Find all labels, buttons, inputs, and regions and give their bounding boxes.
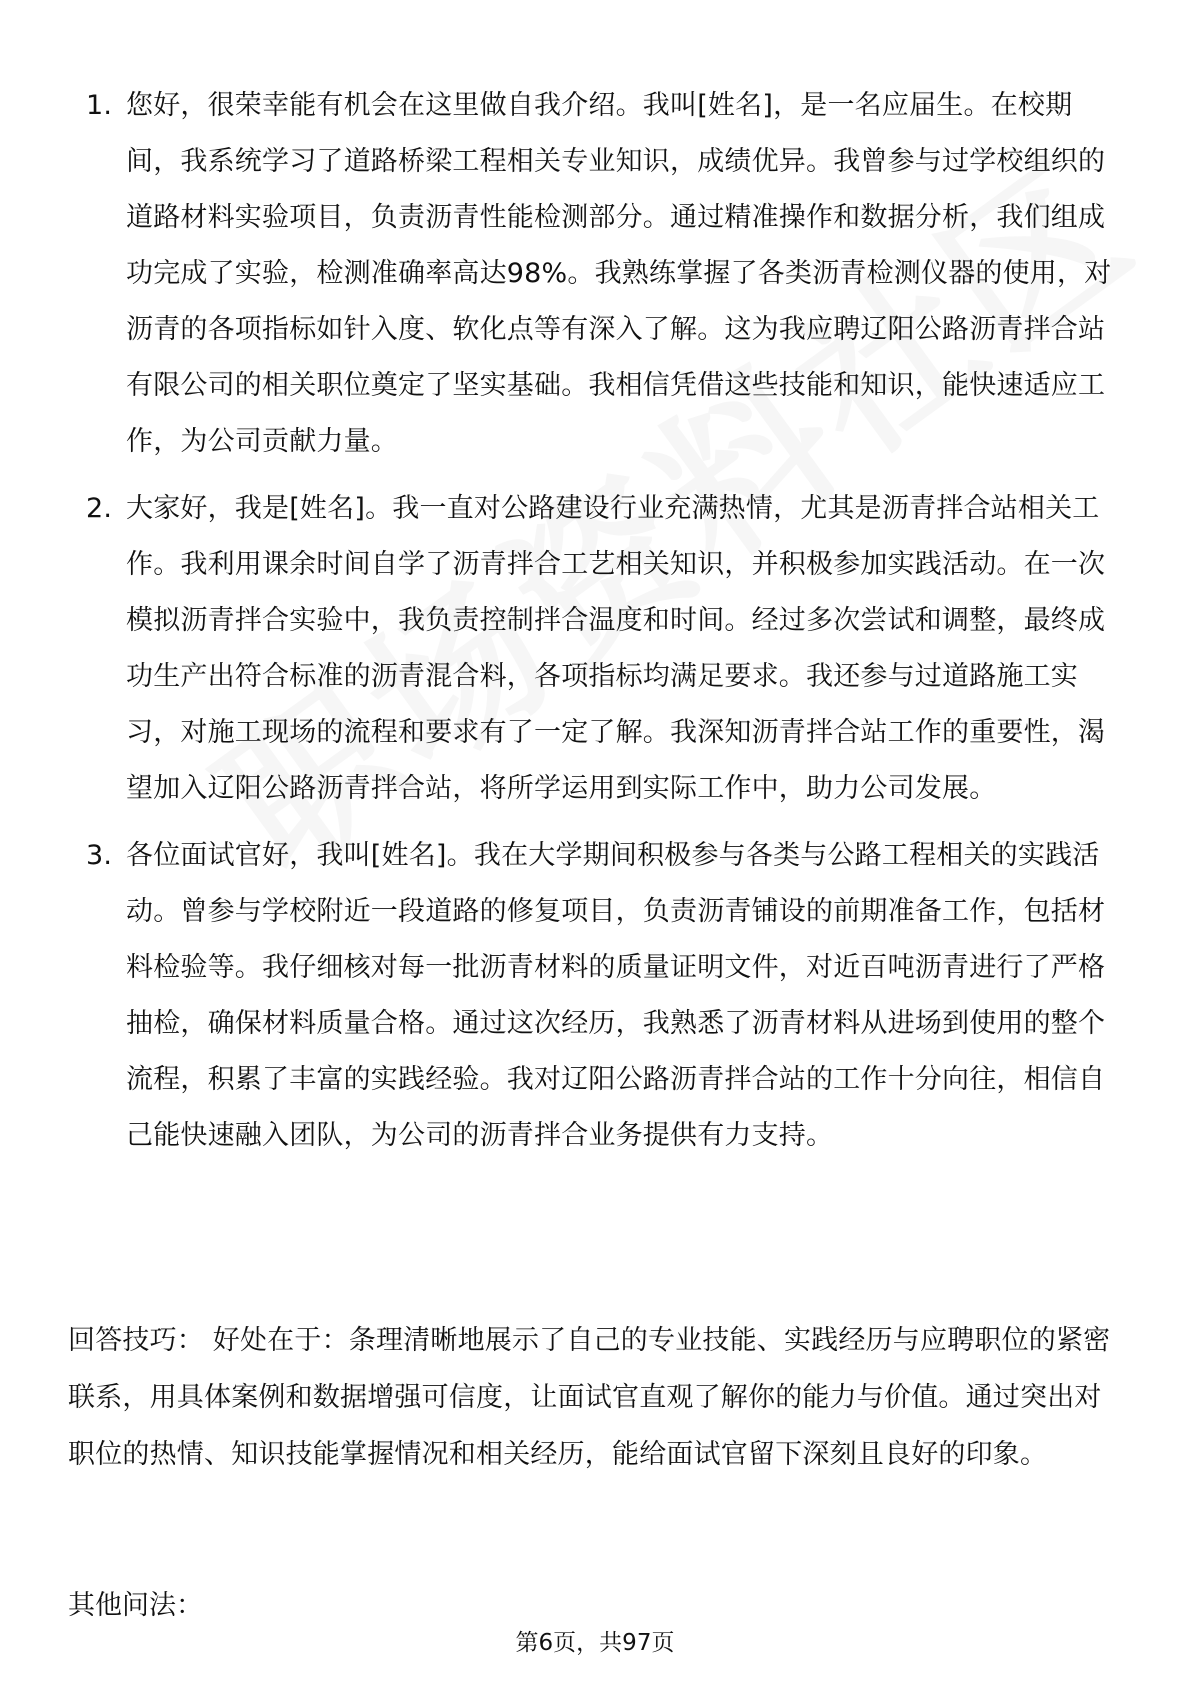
answer-text: 大家好，我是[姓名]。我一直对公路建设行业充满热情，尤其是沥青拌合站相关工作。我利用课余时间自学了沥青拌合工艺相关知识，并积极参加实践活动。在一次模拟沥青拌合实验中，我负责控制拌合温度和时间。经过多次尝试和调整，最终成功生产出符合标准的沥青混合料，各项指标均满足要求。我还参与过道路施工实习，对施工现场的流程和要求有了一定了解。我深知沥青拌合站工作的重要性，渴望加入辽阳公路沥青拌合站，将所学运用到实际工作中，助力公司发展。 bbox=[126, 493, 1106, 804]
answer-item-2 bbox=[78, 481, 1118, 817]
answer-list bbox=[78, 78, 1118, 1175]
answer-number: 2. bbox=[86, 493, 113, 524]
answer-item-3 bbox=[78, 828, 1118, 1164]
answer-text: 各位面试官好，我叫[姓名]。我在大学期间积极参与各类与公路工程相关的实践活动。曾参与学校附近一段道路的修复项目，负责沥青铺设的前期准备工作，包括材料检验等。我仔细核对每一批沥青材料的质量证明文件，对近百吨沥青进行了严格抽检，确保材料质量合格。通过这次经历，我熟悉了沥青材料从进场到使用的整个流程，积累了丰富的实践经验。我对辽阳公路沥青拌合站的工作十分向往，相信自己能快速融入团队，为公司的沥青拌合业务提供有力支持。 bbox=[126, 840, 1106, 1151]
answer-item-1 bbox=[78, 78, 1118, 470]
answer-text: 您好，很荣幸能有机会在这里做自我介绍。我叫[姓名]，是一名应届生。在校期间，我系统学习了道路桥梁工程相关专业知识，成绩优异。我曾参与过学校组织的道路材料实验项目，负责沥青性能检测部分。通过精准操作和数据分析，我们组成功完成了实验，检测准确率高达98%。我熟练掌握了各类沥青检测仪器的使用，对沥青的各项指标如针入度、软化点等有深入了解。这为我应聘辽阳公路沥青拌合站有限公司的相关职位奠定了坚实基础。我相信凭借这些技能和知识，能快速适应工作，为公司贡献力量。 bbox=[126, 90, 1112, 457]
answer-number: 3. bbox=[86, 840, 113, 871]
answer-tips: 回答技巧： 好处在于：条理清晰地展示了自己的专业技能、实践经历与应聘职位的紧密联系，用具体案例和数据增强可信度，让面试官直观了解你的能力与价值。通过突出对职位的热情、知识技能掌握情况和相关经历，能给面试官留下深刻且良好的印象。 bbox=[68, 1325, 1111, 1470]
answer-number: 1. bbox=[86, 90, 113, 121]
page-number: 第6页，共97页 bbox=[515, 1630, 675, 1656]
other-questions-heading: 其他问法： bbox=[68, 1590, 203, 1621]
